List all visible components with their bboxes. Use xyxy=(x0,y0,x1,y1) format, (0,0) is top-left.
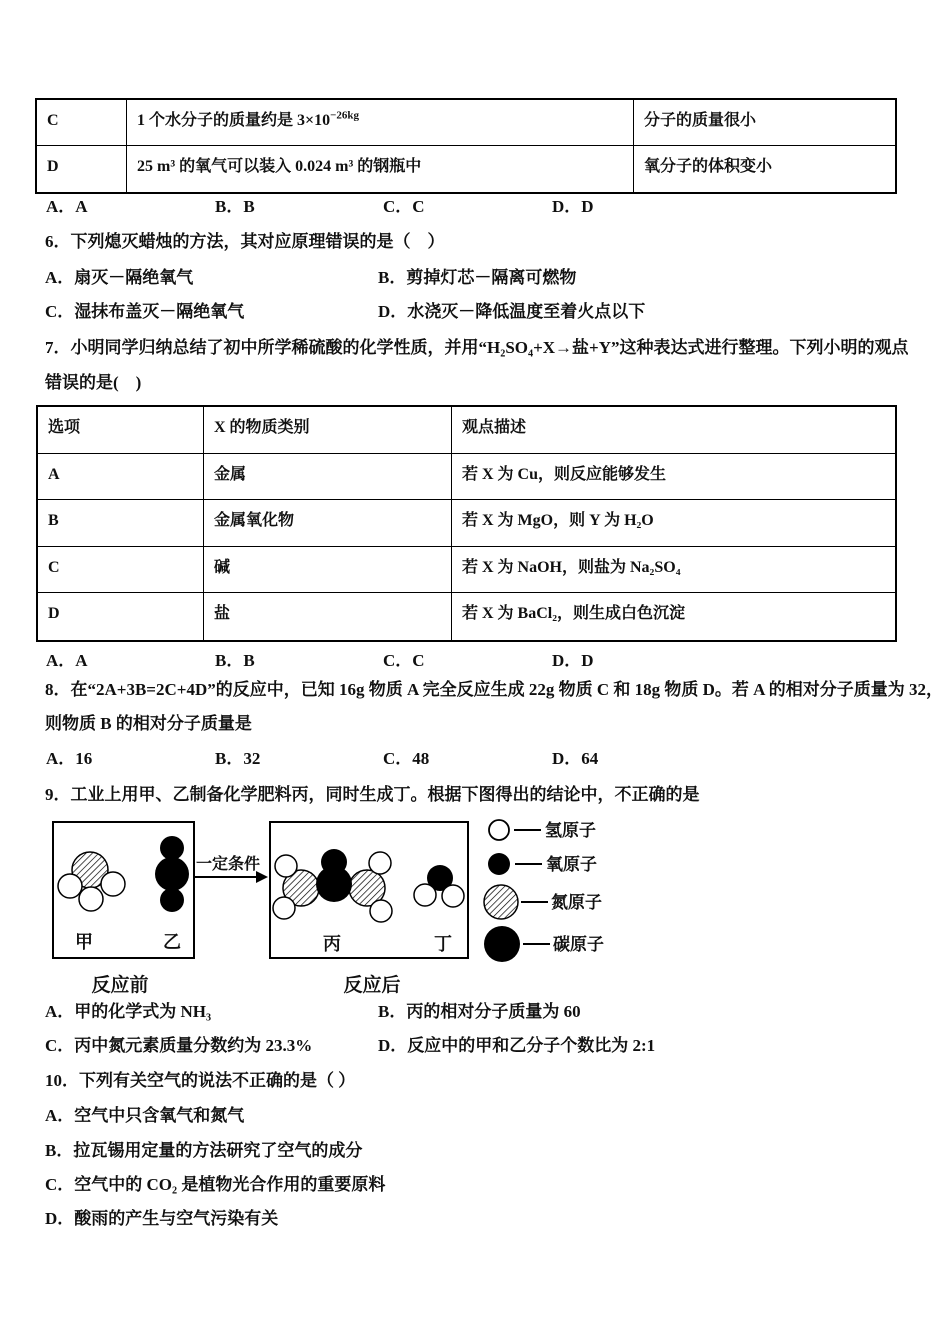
molecule-yi-carbon-dioxide xyxy=(155,836,189,912)
answer-choice-b: B．B xyxy=(215,651,255,670)
hydrogen-atom xyxy=(370,900,392,922)
question-9-option-c: C．丙中氮元素质量分数约为 23.3% xyxy=(45,1036,313,1055)
question-10-option-c: C．空气中的 CO₂ 是植物光合作用的重要原料 xyxy=(45,1175,386,1194)
oxygen-atom-icon xyxy=(488,853,510,875)
hydrogen-atom xyxy=(275,855,297,877)
question-6-option-d: D．水浇灭－降低温度至着火点以下 xyxy=(378,302,646,321)
question-7-table xyxy=(36,405,897,642)
oxygen-atom xyxy=(160,836,184,860)
hydrogen-atom xyxy=(369,852,391,874)
statement-superscript: −26kg xyxy=(330,109,360,122)
question-7-stem-line1: 7．小明同学归纳总结了初中所学稀硫酸的化学性质，并用“H₂SO₄+X→盐+Y”这种表达式进行整理。下列小明的观点 xyxy=(45,338,909,357)
question-10-option-a: A．空气中只含氧气和氮气 xyxy=(45,1106,245,1125)
hydrogen-atom xyxy=(273,897,295,919)
legend-label-oxygen: 氧原子 xyxy=(546,855,597,874)
table-header-category: X 的物质类别 xyxy=(204,407,452,454)
table-cell: D xyxy=(38,593,204,640)
question-10-stem: 10．下列有关空气的说法不正确的是（ ） xyxy=(45,1071,356,1090)
oxygen-atom xyxy=(160,888,184,912)
question-6-option-a: A．扇灭－隔绝氧气 xyxy=(45,268,194,287)
table-cell: 若 X 为 Cu，则反应能够发生 xyxy=(452,454,895,501)
answer-choice-b: B．B xyxy=(215,197,255,216)
carbon-atom xyxy=(155,857,189,891)
reaction-diagram xyxy=(0,805,950,1005)
hydrogen-atom-icon xyxy=(489,820,509,840)
legend-hydrogen xyxy=(489,820,596,840)
answer-choice-c: C．C xyxy=(383,651,425,670)
table-cell-option: C xyxy=(37,100,127,146)
table-cell: A xyxy=(38,454,204,501)
table-cell-option: D xyxy=(37,146,127,192)
legend-oxygen xyxy=(488,853,597,875)
molecule-ding-water xyxy=(414,865,464,907)
question-6-stem: 6．下列熄灭蜡烛的方法，其对应原理错误的是（ ） xyxy=(45,232,445,251)
legend-nitrogen xyxy=(484,885,602,919)
hydrogen-atom xyxy=(442,885,464,907)
molecule-jia-ammonia xyxy=(58,852,125,911)
atom-legend xyxy=(484,820,604,962)
table-cell-statement xyxy=(127,100,634,146)
table-cell: 盐 xyxy=(204,593,452,640)
table-cell: B xyxy=(38,500,204,547)
arrow-head xyxy=(256,871,268,883)
table-cell: 碱 xyxy=(204,547,452,594)
question-10-option-b: B．拉瓦锡用定量的方法研究了空气的成分 xyxy=(45,1141,363,1160)
answer-choice-d: D．D xyxy=(552,651,594,670)
condition-label: 一定条件 xyxy=(195,856,261,873)
answer-choice-c: C．C xyxy=(383,197,425,216)
question-7-stem-line2: 错误的是( ) xyxy=(45,373,142,392)
question-6-option-b: B．剪掉灯芯－隔离可燃物 xyxy=(378,268,577,287)
hydrogen-atom xyxy=(414,884,436,906)
table-header-view: 观点描述 xyxy=(452,407,895,454)
label-bing: 丙 xyxy=(323,934,341,954)
carbon-atom xyxy=(316,866,352,902)
carbon-atom-icon xyxy=(484,926,520,962)
table-cell: 金属 xyxy=(204,454,452,501)
label-yi: 乙 xyxy=(163,932,181,952)
reaction-arrow xyxy=(194,854,268,883)
question-8-stem-line1: 8．在“2A+3B=2C+4D”的反应中，已知 16g 物质 A 完全反应生成 22g 物质 C 和 18g 物质 D。若 A 的相对分子质量为 32， xyxy=(45,680,943,699)
table-cell: 若 X 为 BaCl₂，则生成白色沉淀 xyxy=(462,605,686,623)
answer-choice-a: A．A xyxy=(46,651,88,670)
table-cell-explanation: 分子的质量很小 xyxy=(634,100,895,146)
legend-carbon xyxy=(484,926,604,962)
answer-choice-a: A．A xyxy=(46,197,88,216)
legend-label-nitrogen: 氮原子 xyxy=(551,893,602,912)
question-8-option-a: A．16 xyxy=(46,749,93,768)
question-9-option-d: D．反应中的甲和乙分子个数比为 2:1 xyxy=(378,1036,656,1055)
hydrogen-atom xyxy=(58,874,82,898)
question-9-option-b: B．丙的相对分子质量为 60 xyxy=(378,1002,581,1021)
answer-choice-d: D．D xyxy=(552,197,594,216)
question-8-option-d: D．64 xyxy=(552,749,599,768)
table-cell-statement: 25 m³ 的氧气可以装入 0.024 m³ 的钢瓶中 xyxy=(127,146,634,192)
table-cell: 若 X 为 NaOH，则盐为 Na₂SO₄ xyxy=(452,547,895,594)
label-ding: 丁 xyxy=(434,934,452,954)
question-9-option-a: A．甲的化学式为 NH₃ xyxy=(45,1002,212,1021)
table-cell-explanation: 氧分子的体积变小 xyxy=(644,158,773,175)
hydrogen-atom xyxy=(101,872,125,896)
table-cell: C xyxy=(38,547,204,594)
statement-text: 1 个水分子的质量约是 3×10 xyxy=(137,112,331,129)
question-8-option-c: C．48 xyxy=(383,749,430,768)
after-caption: 反应后 xyxy=(343,975,401,996)
table-header-option: 选项 xyxy=(38,407,204,454)
question-8-option-b: B．32 xyxy=(215,749,261,768)
nitrogen-atom-icon xyxy=(484,885,518,919)
label-jia: 甲 xyxy=(75,932,93,952)
molecule-bing-urea xyxy=(273,849,392,922)
table-cell: 若 X 为 MgO，则 Y 为 H₂O xyxy=(452,500,895,547)
question-9-stem: 9．工业上用甲、乙制备化学肥料丙，同时生成丁。根据下图得出的结论中，不正确的是 xyxy=(45,785,700,804)
fact-explanation-table xyxy=(35,98,897,194)
question-6-option-c: C．湿抹布盖灭－隔绝氧气 xyxy=(45,302,245,321)
hydrogen-atom xyxy=(79,887,103,911)
legend-label-hydrogen: 氢原子 xyxy=(545,821,596,840)
before-caption: 反应前 xyxy=(91,975,149,996)
question-10-option-d: D．酸雨的产生与空气污染有关 xyxy=(45,1209,279,1228)
question-8-stem-line2: 则物质 B 的相对分子质量是 xyxy=(45,714,252,733)
legend-label-carbon: 碳原子 xyxy=(553,935,604,954)
table-cell: 金属氧化物 xyxy=(204,500,452,547)
